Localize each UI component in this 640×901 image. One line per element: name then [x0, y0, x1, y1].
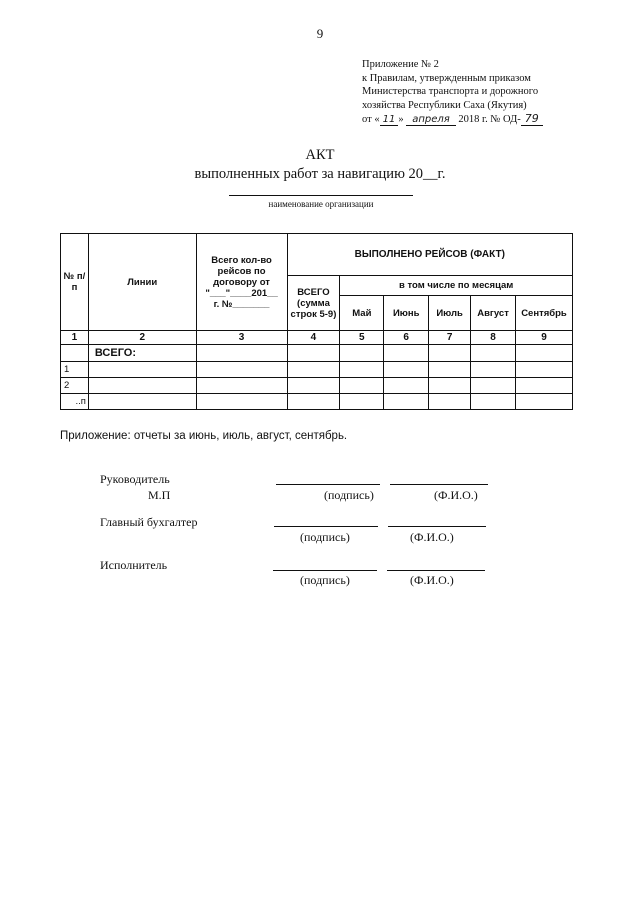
executor-sign-caption: (подпись) [300, 573, 350, 587]
col-number: 1 [61, 331, 89, 345]
row-label: 2 [61, 378, 89, 394]
date-month: апреля [406, 114, 456, 126]
accountant-label: Главный бухгалтер [100, 515, 198, 529]
date-number: 79 [521, 112, 543, 126]
header-contract-total: Всего кол-во рейсов по договору от "___"____201__ г. №_______ [196, 234, 287, 331]
appendix-note: Приложение: отчеты за июнь, июль, август, сентябрь. [60, 430, 348, 442]
month-header: Май [340, 296, 384, 331]
month-header: Июль [429, 296, 471, 331]
total-label: ВСЕГО: [88, 345, 196, 362]
act-title: АКТ [305, 147, 335, 163]
executor-name-line [387, 570, 485, 571]
date-mid: » [398, 114, 404, 125]
executor-name-caption: (Ф.И.О.) [410, 573, 454, 587]
act-subtitle: выполненных работ за навигацию 20__г. [194, 166, 446, 182]
header-done-trips: ВЫПОЛНЕНО РЕЙСОВ (ФАКТ) [287, 234, 572, 276]
table-row [61, 378, 573, 394]
table-row [61, 362, 573, 378]
header-total-sum: ВСЕГО (сумма строк 5-9) [287, 276, 340, 331]
header-by-month: в том числе по месяцам [340, 276, 573, 296]
annex-header [362, 58, 622, 127]
col-number: 5 [340, 331, 384, 345]
stamp-label: М.П [148, 488, 171, 502]
row-label: ..п [61, 394, 89, 410]
executor-label: Исполнитель [100, 558, 168, 572]
head-name-line [390, 484, 488, 485]
annex-date-line [362, 112, 622, 127]
head-sign-caption: (подпись) [324, 488, 374, 502]
month-header: Июнь [384, 296, 429, 331]
org-name-caption: наименование организации [268, 199, 374, 209]
head-name-caption: (Ф.И.О.) [434, 488, 478, 502]
col-number: 7 [429, 331, 471, 345]
executor-sign-line [273, 570, 377, 571]
month-header: Сентябрь [515, 296, 572, 331]
col-number: 4 [287, 331, 340, 345]
page-number: 9 [316, 26, 324, 41]
month-header: Август [471, 296, 516, 331]
annex-line-3: Министерства транспорта и дорожного [362, 86, 539, 97]
annex-line-2: к Правилам, утвержденным приказом [362, 72, 531, 84]
org-name-line [229, 195, 413, 196]
col-number: 9 [515, 331, 572, 345]
row-label: 1 [61, 362, 89, 378]
accountant-sign-line [274, 526, 378, 527]
col-number: 2 [88, 331, 196, 345]
table-row-total [61, 345, 573, 362]
accountant-sign-caption: (подпись) [300, 530, 350, 544]
col-number: 8 [471, 331, 516, 345]
annex-line-1: Приложение № 2 [362, 59, 439, 70]
head-label: Руководитель [100, 472, 170, 486]
accountant-name-line [388, 526, 486, 527]
act-table [60, 233, 573, 410]
header-number: № п/п [61, 234, 89, 331]
head-sign-line [276, 484, 380, 485]
date-year: 2018 г. № ОД- [458, 114, 521, 125]
date-prefix: от « [362, 114, 380, 125]
annex-line-4: хозяйства Республики Саха (Якутия) [362, 99, 527, 111]
date-day: 11 [380, 114, 399, 126]
col-number: 3 [196, 331, 287, 345]
col-number: 6 [384, 331, 429, 345]
header-lines: Линии [88, 234, 196, 331]
table-row [61, 394, 573, 410]
accountant-name-caption: (Ф.И.О.) [410, 530, 454, 544]
